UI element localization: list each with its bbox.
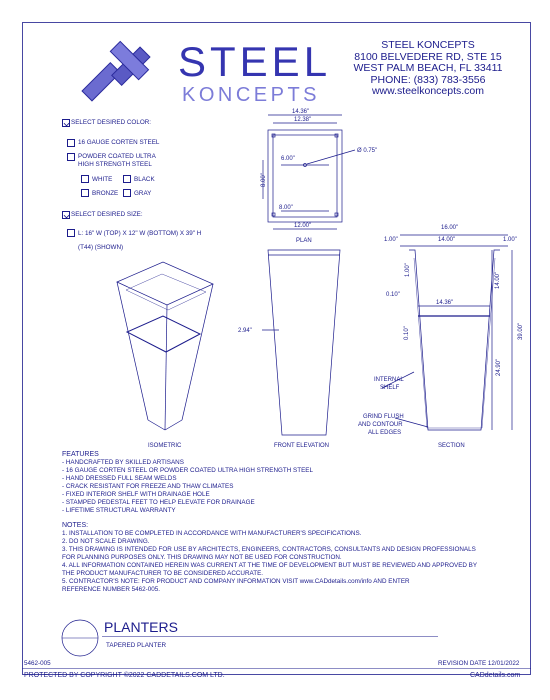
- features-heading: FEATURES: [62, 451, 99, 458]
- copyright-text: PROTECTED BY COPYRIGHT ©2022 CADDETAILS.COM LTD.: [24, 672, 225, 679]
- feature-item: - HAND DRESSED FULL SEAM WELDS: [62, 475, 177, 482]
- reference-number: 5462-005: [24, 660, 51, 667]
- plan-dim-7: 12.00": [294, 223, 312, 229]
- section-dim-8: 14.36": [436, 300, 454, 306]
- size-heading: SELECT DESIRED SIZE:: [71, 211, 143, 218]
- section-dim-5: 1.00": [405, 263, 411, 277]
- front-elevation-view: [262, 250, 340, 435]
- notes-heading: NOTES:: [62, 522, 89, 529]
- section-dim-9: 39.00": [518, 322, 524, 340]
- section-dim-7: 0.10": [386, 292, 400, 298]
- note-item: 4. ALL INFORMATION CONTAINED HEREIN WAS CURRENT AT THE TIME OF DEVELOPMENT BUT MUST BE REVIEWED AND APPROVED BY: [62, 562, 478, 569]
- feature-item: - LIFETIME STRUCTURAL WARRANTY: [62, 507, 176, 514]
- revision-date: REVISION DATE 12/01/2022: [438, 660, 520, 667]
- company-website[interactable]: www.steelkoncepts.com: [371, 85, 485, 97]
- note-item: 1. INSTALLATION TO BE COMPLETED IN ACCORDANCE WITH MANUFACTURER'S SPECIFICATIONS.: [62, 530, 362, 537]
- section-dim-4: 1.00": [503, 237, 517, 243]
- plan-view: [263, 115, 355, 229]
- section-caption: SECTION: [438, 443, 465, 449]
- section-label-shelf: SHELF: [380, 385, 400, 391]
- feature-item: - FIXED INTERIOR SHELF WITH DRAINAGE HOLE: [62, 491, 210, 498]
- drawing-title: PLANTERS: [104, 619, 178, 635]
- caddetails-link[interactable]: CADdetails.com: [470, 672, 521, 679]
- size-label-line1: L: 16" W (TOP) X 12" W (BOTTOM) X 39" H: [78, 230, 202, 237]
- section-dim-10: 0.10": [404, 326, 410, 340]
- plan-dim-5: 8.00": [261, 173, 267, 187]
- color-gray: GRAY: [134, 190, 152, 197]
- company-phone: PHONE: (833) 783-3556: [370, 73, 486, 86]
- note-item: 2. DO NOT SCALE DRAWING.: [62, 538, 150, 545]
- plan-dim-6: 8.00": [279, 205, 293, 211]
- size-label-line2: (T44) (SHOWN): [78, 244, 124, 251]
- isometric-view: [117, 262, 213, 430]
- plan-dim-1: 14.36": [292, 109, 310, 115]
- isometric-caption: ISOMETRIC: [148, 443, 182, 449]
- color-bronze: BRONZE: [92, 190, 119, 197]
- section-dim-6: 14.00": [495, 271, 501, 289]
- powder-label-line2: HIGH STRENGTH STEEL: [78, 161, 152, 168]
- section-label-edges: ALL EDGES: [368, 430, 402, 436]
- note-item: 3. THIS DRAWING IS INTENDED FOR USE BY ARCHITECTS, ENGINEERS, CONTRACTORS, CONSULTANTS AND DESIGN PROFESSIONALS: [62, 546, 476, 553]
- feature-item: - CRACK RESISTANT FOR FREEZE AND THAW CLIMATES: [62, 483, 234, 490]
- plan-dim-4: Ø 0.75": [357, 148, 378, 154]
- detail-bubble-icon: [60, 618, 100, 658]
- notes-block: [62, 522, 477, 593]
- section-dim-1: 16.00": [441, 225, 459, 231]
- corten-label: 16 GAUGE CORTEN STEEL: [78, 139, 160, 146]
- front-caption: FRONT ELEVATION: [274, 443, 330, 449]
- plan-caption: PLAN: [296, 238, 312, 244]
- note-item: THE PRODUCT MANUFACTURER TO BE CONSIDERED ACCURATE.: [62, 570, 264, 577]
- section-dim-11: 24.90": [496, 358, 502, 376]
- note-item: FOR PLANNING PURPOSES ONLY. THIS DRAWING MAY NOT BE USED FOR CONSTRUCTION.: [62, 554, 342, 561]
- company-address-line1: 8100 BELVEDERE RD, STE 15: [354, 50, 502, 63]
- note-item: REFERENCE NUMBER 5462-005.: [62, 586, 160, 593]
- section-dim-3: 14.00": [438, 237, 456, 243]
- front-dim: 2.94": [238, 328, 252, 334]
- section-label-grind: GRIND FLUSH: [363, 414, 404, 420]
- section-dim-2: 1.00": [384, 237, 398, 243]
- plan-dim-3: 6.00": [281, 156, 295, 162]
- company-address-line2: WEST PALM BEACH, FL 33411: [353, 62, 503, 74]
- drawing-annotations: [148, 109, 524, 449]
- logo-word-koncepts: KONCEPTS: [182, 84, 321, 106]
- section-view: [382, 235, 512, 430]
- logo-word-steel: STEEL: [178, 38, 332, 85]
- company-name: STEEL KONCEPTS: [381, 39, 475, 51]
- feature-item: - STAMPED PEDESTAL FEET TO HELP ELEVATE FOR DRAINAGE: [62, 499, 255, 506]
- plan-dim-2: 12.38": [294, 117, 312, 123]
- section-label-internal: INTERNAL: [374, 377, 404, 383]
- color-heading: SELECT DESIRED COLOR:: [71, 119, 152, 126]
- feature-item: - HANDCRAFTED BY SKILLED ARTISANS: [62, 459, 184, 466]
- feature-item: - 16 GAUGE CORTEN STEEL OR POWDER COATED ULTRA HIGH STRENGTH STEEL: [62, 467, 313, 474]
- drawing-subtitle: TAPERED PLANTER: [106, 642, 167, 649]
- color-white: WHITE: [92, 176, 113, 183]
- color-black: BLACK: [134, 176, 155, 183]
- powder-label-line1: POWDER COATED ULTRA: [78, 153, 156, 160]
- section-label-contour: AND CONTOUR: [358, 422, 403, 428]
- features-block: [62, 451, 313, 514]
- note-item: 5. CONTRACTOR'S NOTE: FOR PRODUCT AND COMPANY INFORMATION VISIT www.CADdetails.com/info AND ENTER: [62, 578, 410, 585]
